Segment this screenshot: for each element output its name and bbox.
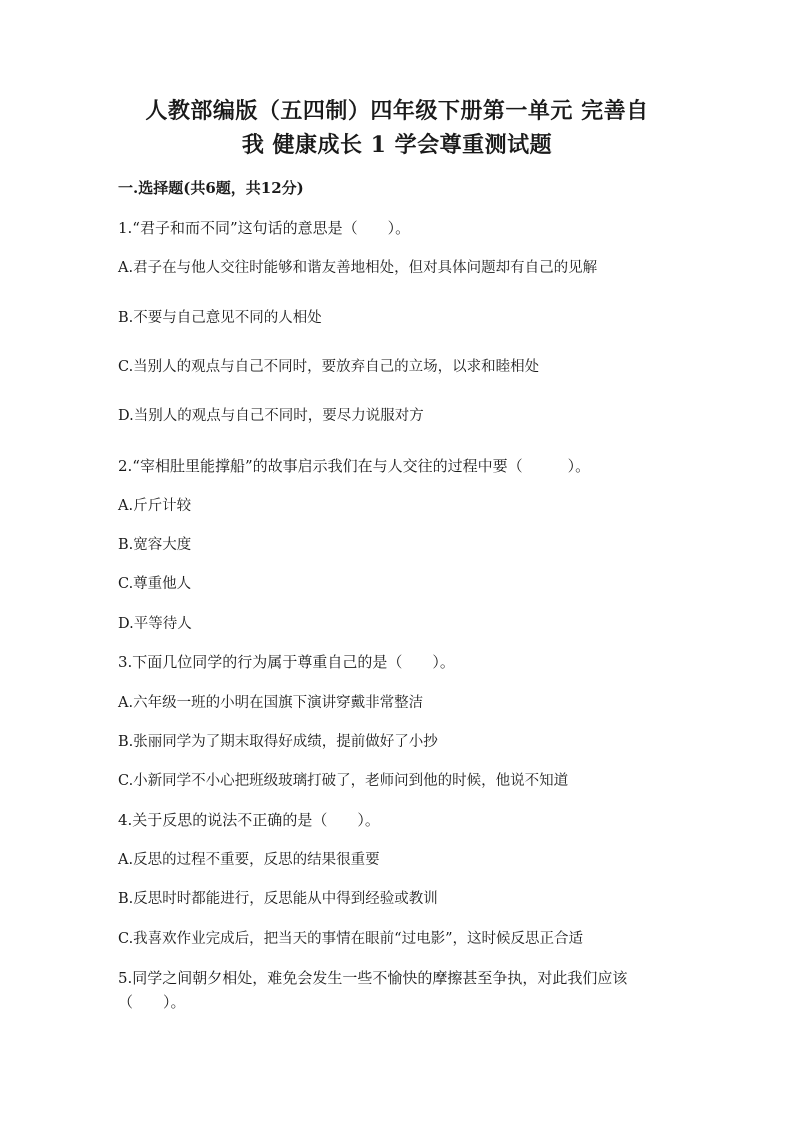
question-2-option-d: D.平等待人 [118, 616, 192, 632]
question-5-stem-continued: （ ）。 [118, 993, 186, 1011]
question-4-stem: 4.关于反思的说法不正确的是（ ）。 [118, 811, 380, 829]
question-1-stem: 1.“君子和而不同”这句话的意思是（ ）。 [118, 219, 411, 237]
question-2-stem: 2.“宰相肚里能撑船”的故事启示我们在与人交往的过程中要（ ）。 [118, 457, 591, 475]
question-3-option-c: C.小新同学不小心把班级玻璃打破了，老师问到他的时候，他说不知道 [118, 773, 569, 789]
question-2-option-b: B.宽容大度 [118, 537, 192, 553]
question-5-stem: 5.同学之间朝夕相处，难免会发生一些不愉快的摩擦甚至争执，对此我们应该 [118, 969, 628, 987]
question-3-option-b: B.张丽同学为了期末取得好成绩，提前做好了小抄 [118, 734, 438, 750]
question-2-option-a: A.斤斤计较 [118, 498, 192, 514]
question-4-option-a: A.反思的过程不重要，反思的结果很重要 [118, 852, 380, 868]
question-1-option-d: D.当别人的观点与自己不同时，要尽力说服对方 [118, 408, 424, 424]
question-1-option-a: A.君子在与他人交往时能够和谐友善地相处，但对具体问题却有自己的见解 [118, 260, 598, 276]
section-heading: 一.选择题(共6题，共12分) [118, 179, 304, 197]
question-1-option-b: B.不要与自己意见不同的人相处 [118, 310, 322, 326]
question-3-option-a: A.六年级一班的小明在国旗下演讲穿戴非常整洁 [118, 695, 424, 711]
document-title-line-1: 人教部编版（五四制）四年级下册第一单元 完善自 [145, 98, 649, 124]
question-4-option-b: B.反思时时都能进行，反思能从中得到经验或教训 [118, 891, 438, 907]
question-3-stem: 3.下面几位同学的行为属于尊重自己的是（ ）。 [118, 653, 455, 671]
question-4-option-c: C.我喜欢作业完成后，把当天的事情在眼前“过电影”，这时候反思正合适 [118, 931, 584, 947]
document-title-line-2: 我 健康成长 1 学会尊重测试题 [241, 132, 553, 158]
question-1-option-c: C.当别人的观点与自己不同时，要放弃自己的立场，以求和睦相处 [118, 359, 540, 375]
question-2-option-c: C.尊重他人 [118, 576, 192, 592]
